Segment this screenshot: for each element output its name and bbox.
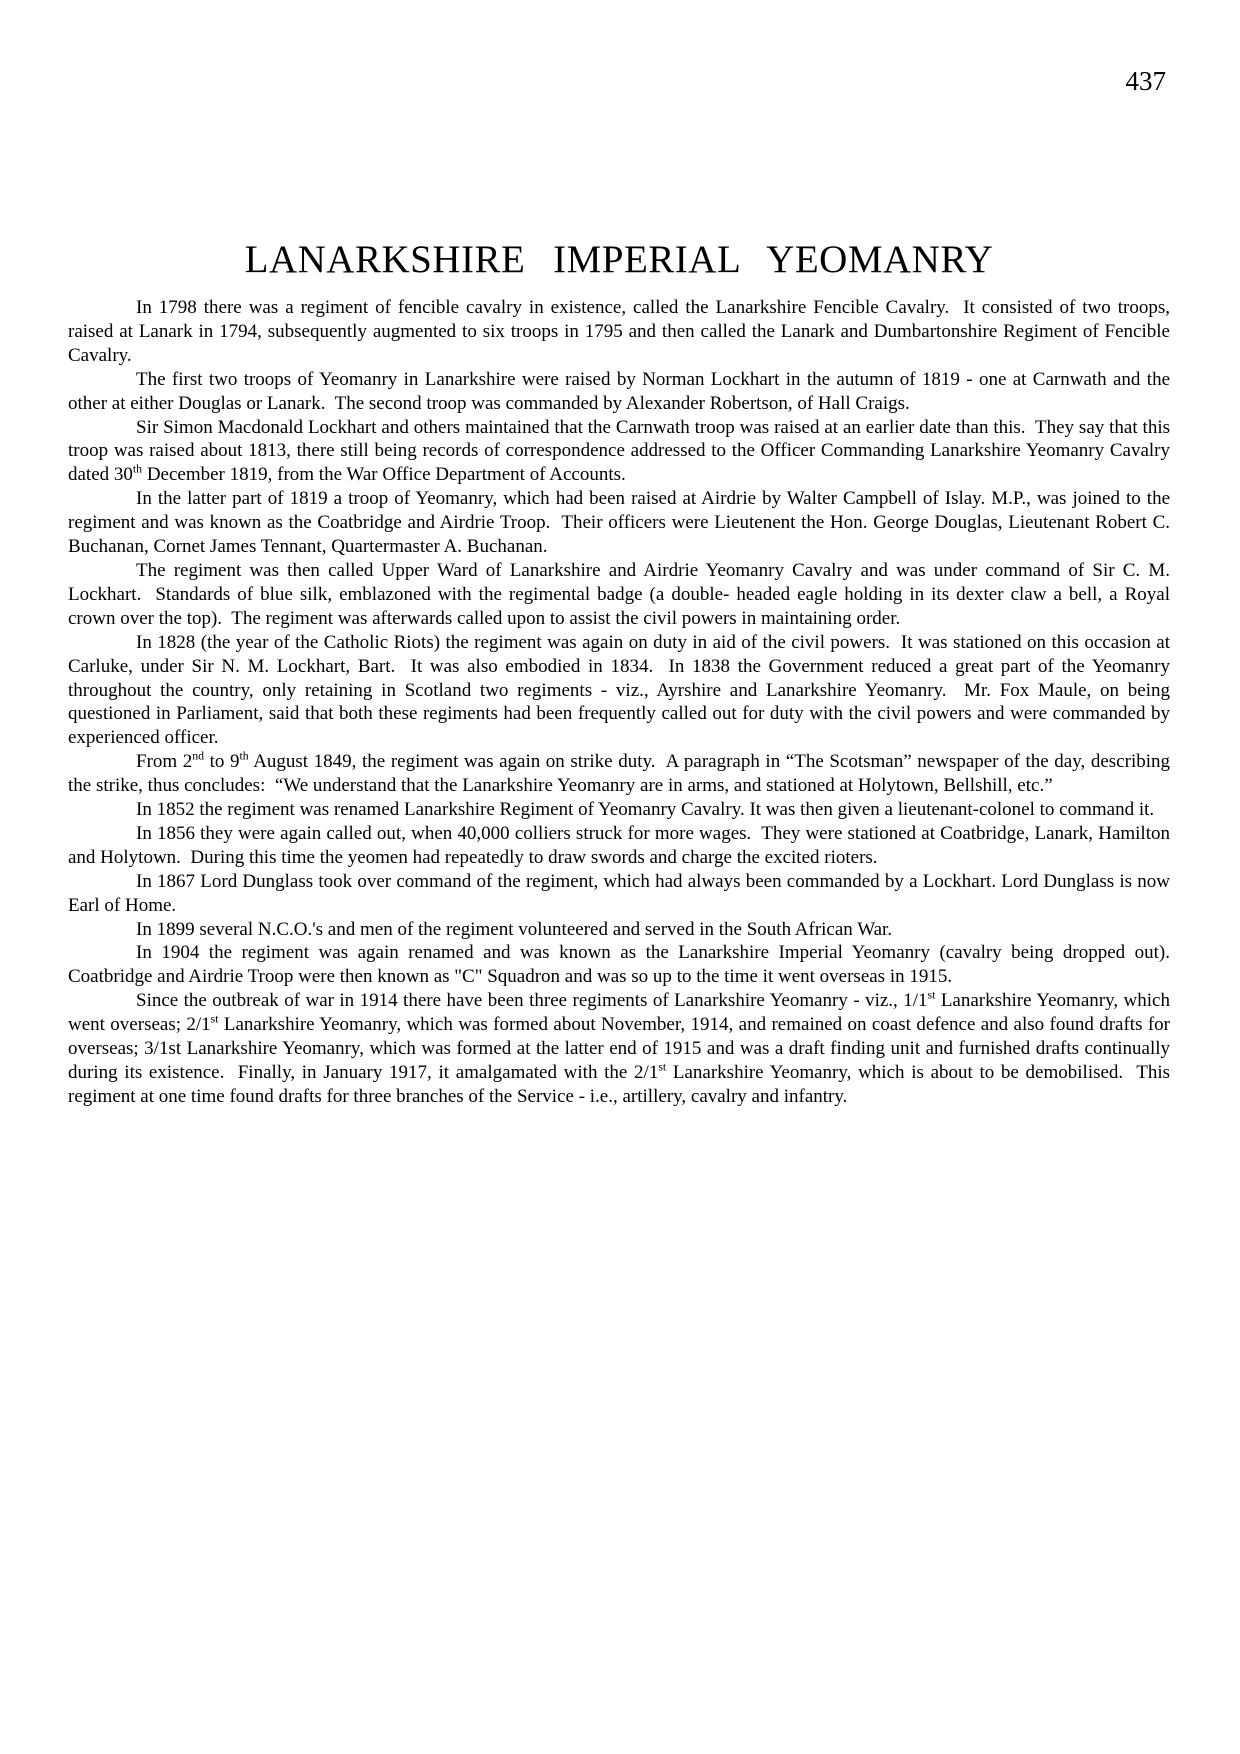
ordinal-superscript: st — [210, 1012, 219, 1026]
paragraph-text: In 1867 Lord Dunglass took over command of the regiment, which had always been commanded by a Lockhart. Lord Dunglass is now Earl of Home. — [68, 870, 1175, 916]
ordinal-superscript: nd — [192, 749, 205, 763]
page-number: 437 — [1125, 66, 1166, 96]
paragraph-text: In 1798 there was a regiment of fencible cavalry in existence, called the Lanarkshire Fencible Cavalry. It consisted of two troops, raised at Lanark in 1794, subsequently augmented to six troops in 1795 and then called the Lanark and Dumbartonshire Regiment of Fencible Cavalry. — [68, 297, 1175, 366]
paragraph — [68, 631, 1175, 751]
paragraph-text: In the latter part of 1819 a troop of Yeomanry, which had been raised at Airdrie by Walter Campbell of Islay. M.P., was joined to the regiment and was known as the Coatbridge and Airdrie Troop. Their officers were Lieutenent the Hon. George Douglas, Lieutenant Robert C. Buchanan, Cornet James Tennant, Quartermaster A. Buchanan. — [68, 488, 1175, 558]
paragraph — [68, 487, 1175, 559]
paragraph — [68, 822, 1175, 870]
paragraph-text: The first two troops of Yeomanry in Lanarkshire were raised by Norman Lockhart in the autumn of 1819 - one at Carnwath and the other at either Douglas or Lanark. The second troop was commanded by Alexander Robertson, of Hall Craigs. — [68, 368, 1175, 414]
paragraph-text: August 1849, the regiment was again on strike duty. A paragraph in “The Scotsman” newspaper of the day, describing the strike, thus concludes: “We understand that the Lanarkshire Yeomanry are in arms, and stationed at Holytown, Bellshill, etc.” — [68, 751, 1175, 797]
document-title: LANARKSHIRE IMPERIAL YEOMANRY — [244, 238, 994, 282]
paragraph — [68, 296, 1175, 368]
paragraph — [68, 368, 1175, 416]
paragraph — [68, 918, 1170, 942]
paragraph-text: From 2 — [136, 751, 193, 773]
paragraph — [68, 988, 1175, 1109]
paragraph-text: The regiment was then called Upper Ward of Lanarkshire and Airdrie Yeomanry Cavalry and was under command of Sir C. M. Lockhart. Standards of blue silk, emblazoned with the regimental badge (a double- headed eagle holding in its dexter claw a bell, a Royal crown over the top). The regiment was afterwards called upon to assist the civil powers in maintaining order. — [68, 559, 1175, 629]
paragraph — [68, 941, 1180, 989]
paragraph — [68, 559, 1175, 631]
paragraph-text: December 1819, from the War Office Department of Accounts. — [142, 464, 626, 486]
document-body — [68, 296, 1180, 1109]
ordinal-superscript: st — [927, 988, 936, 1002]
paragraph — [68, 749, 1175, 798]
paragraph-text: In 1904 the regiment was again renamed and was known as the Lanarkshire Imperial Yeomanry (cavalry being dropped out). Coatbridge and Airdrie Troop were then known as "C" Squadron and was so up to the time it went overseas in 1915. — [68, 942, 1180, 988]
paragraph-text: to 9 — [204, 751, 240, 773]
paragraph-text: In 1856 they were again called out, when 40,000 colliers struck for more wages. They were stationed at Coatbridge, Lanark, Hamilton and Holytown. During this time the yeomen had repeatedly to draw swords and charge the excited rioters. — [68, 822, 1175, 868]
ordinal-superscript: st — [658, 1060, 667, 1074]
paragraph — [68, 416, 1175, 488]
paragraph-text: Lanarkshire Yeomanry, which went overseas; 2/1 — [68, 990, 1175, 1036]
paragraph-text: Sir Simon Macdonald Lockhart and others maintained that the Carnwath troop was raised at an earlier date than this. They say that this troop was raised about 1813, there still being records of correspondence addressed to the Officer Commanding Lanarkshire Yeomanry Cavalry dated 30 — [68, 416, 1175, 486]
paragraph-text: Lanarkshire Yeomanry, which was formed about November, 1914, and remained on coast defence and also found drafts for overseas; 3/1st Lanarkshire Yeomanry, which was formed at the latter end of 1915 and was a draft finding unit and furnished drafts continually during its existence. Finally, in January 1917, it amalgamated with the 2/1 — [68, 1014, 1175, 1083]
paragraph-text: In 1899 several N.C.O.'s and men of the regiment volunteered and served in the South African War. — [136, 918, 893, 940]
paragraph-text: In 1828 (the year of the Catholic Riots) the regiment was again on duty in aid of the civil powers. It was stationed on this occasion at Carluke, under Sir N. M. Lockhart, Bart. It was also embodied in 1834. In 1838 the Government reduced a great part of the Yeomanry throughout the country, only retaining in Scotland two regiments - viz., Ayrshire and Lanarkshire Yeomanry. Mr. Fox Maule, on being questioned in Parliament, said that both these regiments had been frequently called out for duty with the civil powers and were commanded by experienced officer. — [68, 631, 1175, 749]
paragraph — [68, 798, 1170, 822]
paragraph-text: Since the outbreak of war in 1914 there have been three regiments of Lanarkshire Yeomanry - viz., 1/1 — [136, 990, 928, 1012]
ordinal-superscript: th — [239, 749, 249, 763]
ordinal-superscript: th — [132, 463, 143, 477]
paragraph — [68, 870, 1175, 918]
paragraph-text: In 1852 the regiment was renamed Lanarkshire Regiment of Yeomanry Cavalry. It was then given a lieutenant-colonel to command it. — [136, 799, 1155, 821]
paragraph-text: Lanarkshire Yeomanry, which is about to be demobilised. This regiment at one time found drafts for three branches of the Service - i.e., artillery, cavalry and infantry. — [68, 1062, 1175, 1107]
